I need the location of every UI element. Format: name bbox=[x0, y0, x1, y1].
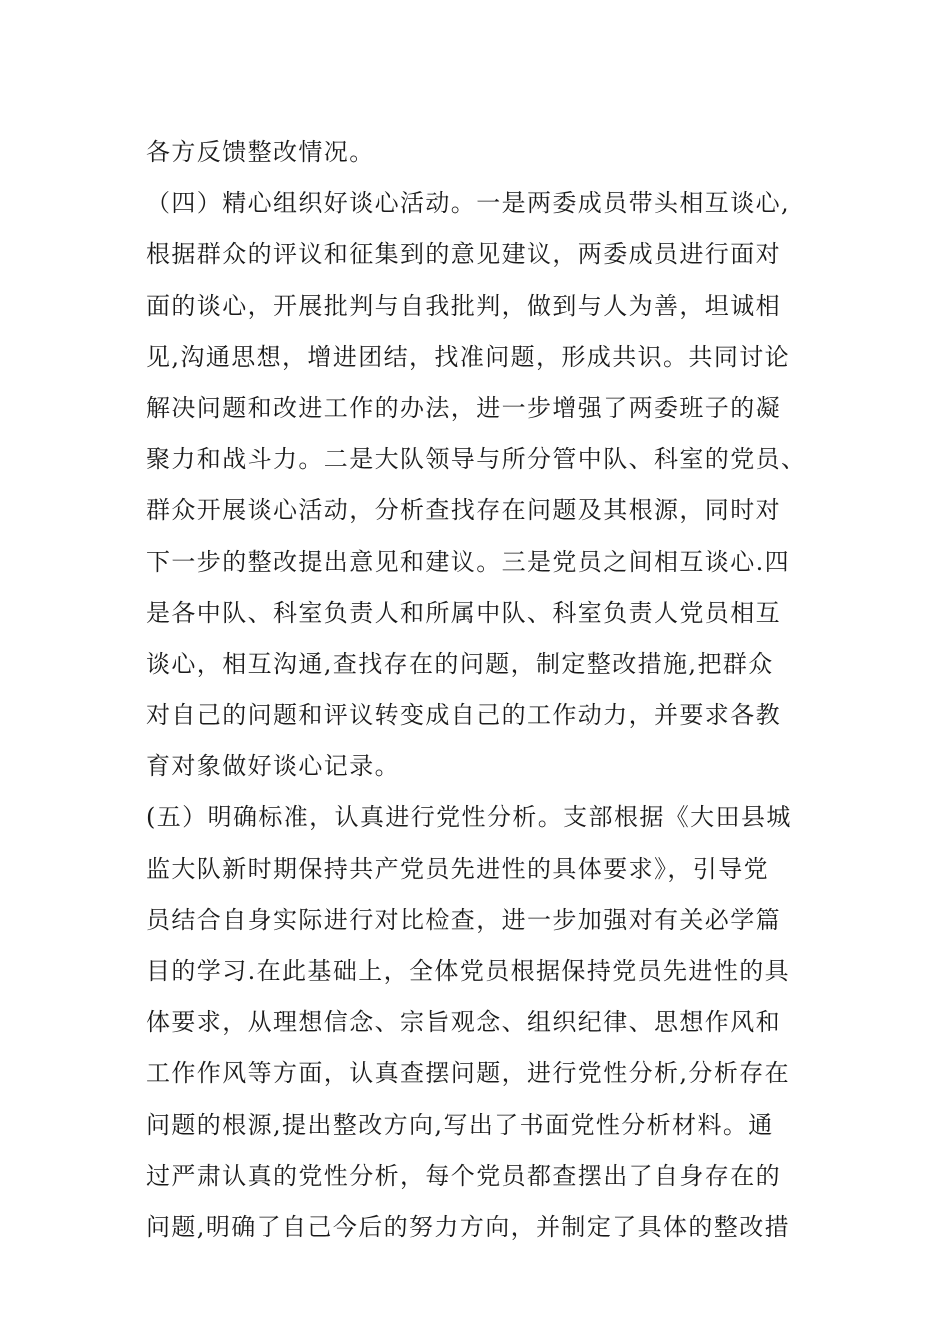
text-line: 育对象做好谈心记录。 bbox=[146, 752, 400, 781]
text-line: 过严肃认真的党性分析，每个党员都查摆出了自身存在的 bbox=[146, 1161, 781, 1190]
text-line: 下一步的整改提出意见和建议。三是党员之间相互谈心.四 bbox=[146, 547, 791, 576]
text-line: 谈心，相互沟通,查找存在的问题，制定整改措施,把群众 bbox=[146, 649, 774, 678]
text-line: （四）精心组织好谈心活动。一是两委成员带头相互谈心, bbox=[146, 189, 791, 218]
text-line: 工作作风等方面，认真查摆问题，进行党性分析,分析存在 bbox=[146, 1059, 791, 1088]
text-line: 是各中队、科室负责人和所属中队、科室负责人党员相互 bbox=[146, 598, 781, 627]
body-text bbox=[146, 127, 806, 1253]
text-line: 群众开展谈心活动，分析查找存在问题及其根源，同时对 bbox=[146, 496, 781, 525]
text-line: 各方反馈整改情况。 bbox=[146, 138, 375, 166]
text-line: 监大队新时期保持共产党员先进性的具体要求》，引导党 bbox=[146, 854, 769, 883]
text-line: 体要求，从理想信念、宗旨观念、组织纪律、思想作风和 bbox=[146, 1008, 781, 1037]
text-line: 员结合自身实际进行对比检查，进一步加强对有关必学篇 bbox=[146, 905, 781, 934]
text-line: 见,沟通思想，增进团结，找准问题，形成共识。共同讨论 bbox=[146, 342, 791, 371]
text-line: 根据群众的评议和征集到的意见建议，两委成员进行面对 bbox=[146, 240, 781, 269]
text-line: (五）明确标准，认真进行党性分析。支部根据《大田县城 bbox=[146, 803, 792, 832]
text-line: 目的学习.在此基础上，全体党员根据保持党员先进性的具 bbox=[146, 957, 791, 985]
text-line: 对自己的问题和评议转变成自己的工作动力，并要求各教 bbox=[146, 701, 781, 730]
text-line: 问题的根源,提出整改方向,写出了书面党性分析材料。通 bbox=[146, 1110, 774, 1139]
text-line: 聚力和战斗力。二是大队领导与所分管中队、科室的党员、 bbox=[146, 445, 807, 474]
text-line: 问题,明确了自己今后的努力方向，并制定了具体的整改措 bbox=[146, 1212, 791, 1241]
text-line: 面的谈心，开展批判与自我批判，做到与人为善，坦诚相 bbox=[146, 291, 781, 320]
text-line: 解决问题和改进工作的办法，进一步增强了两委班子的凝 bbox=[146, 393, 781, 422]
